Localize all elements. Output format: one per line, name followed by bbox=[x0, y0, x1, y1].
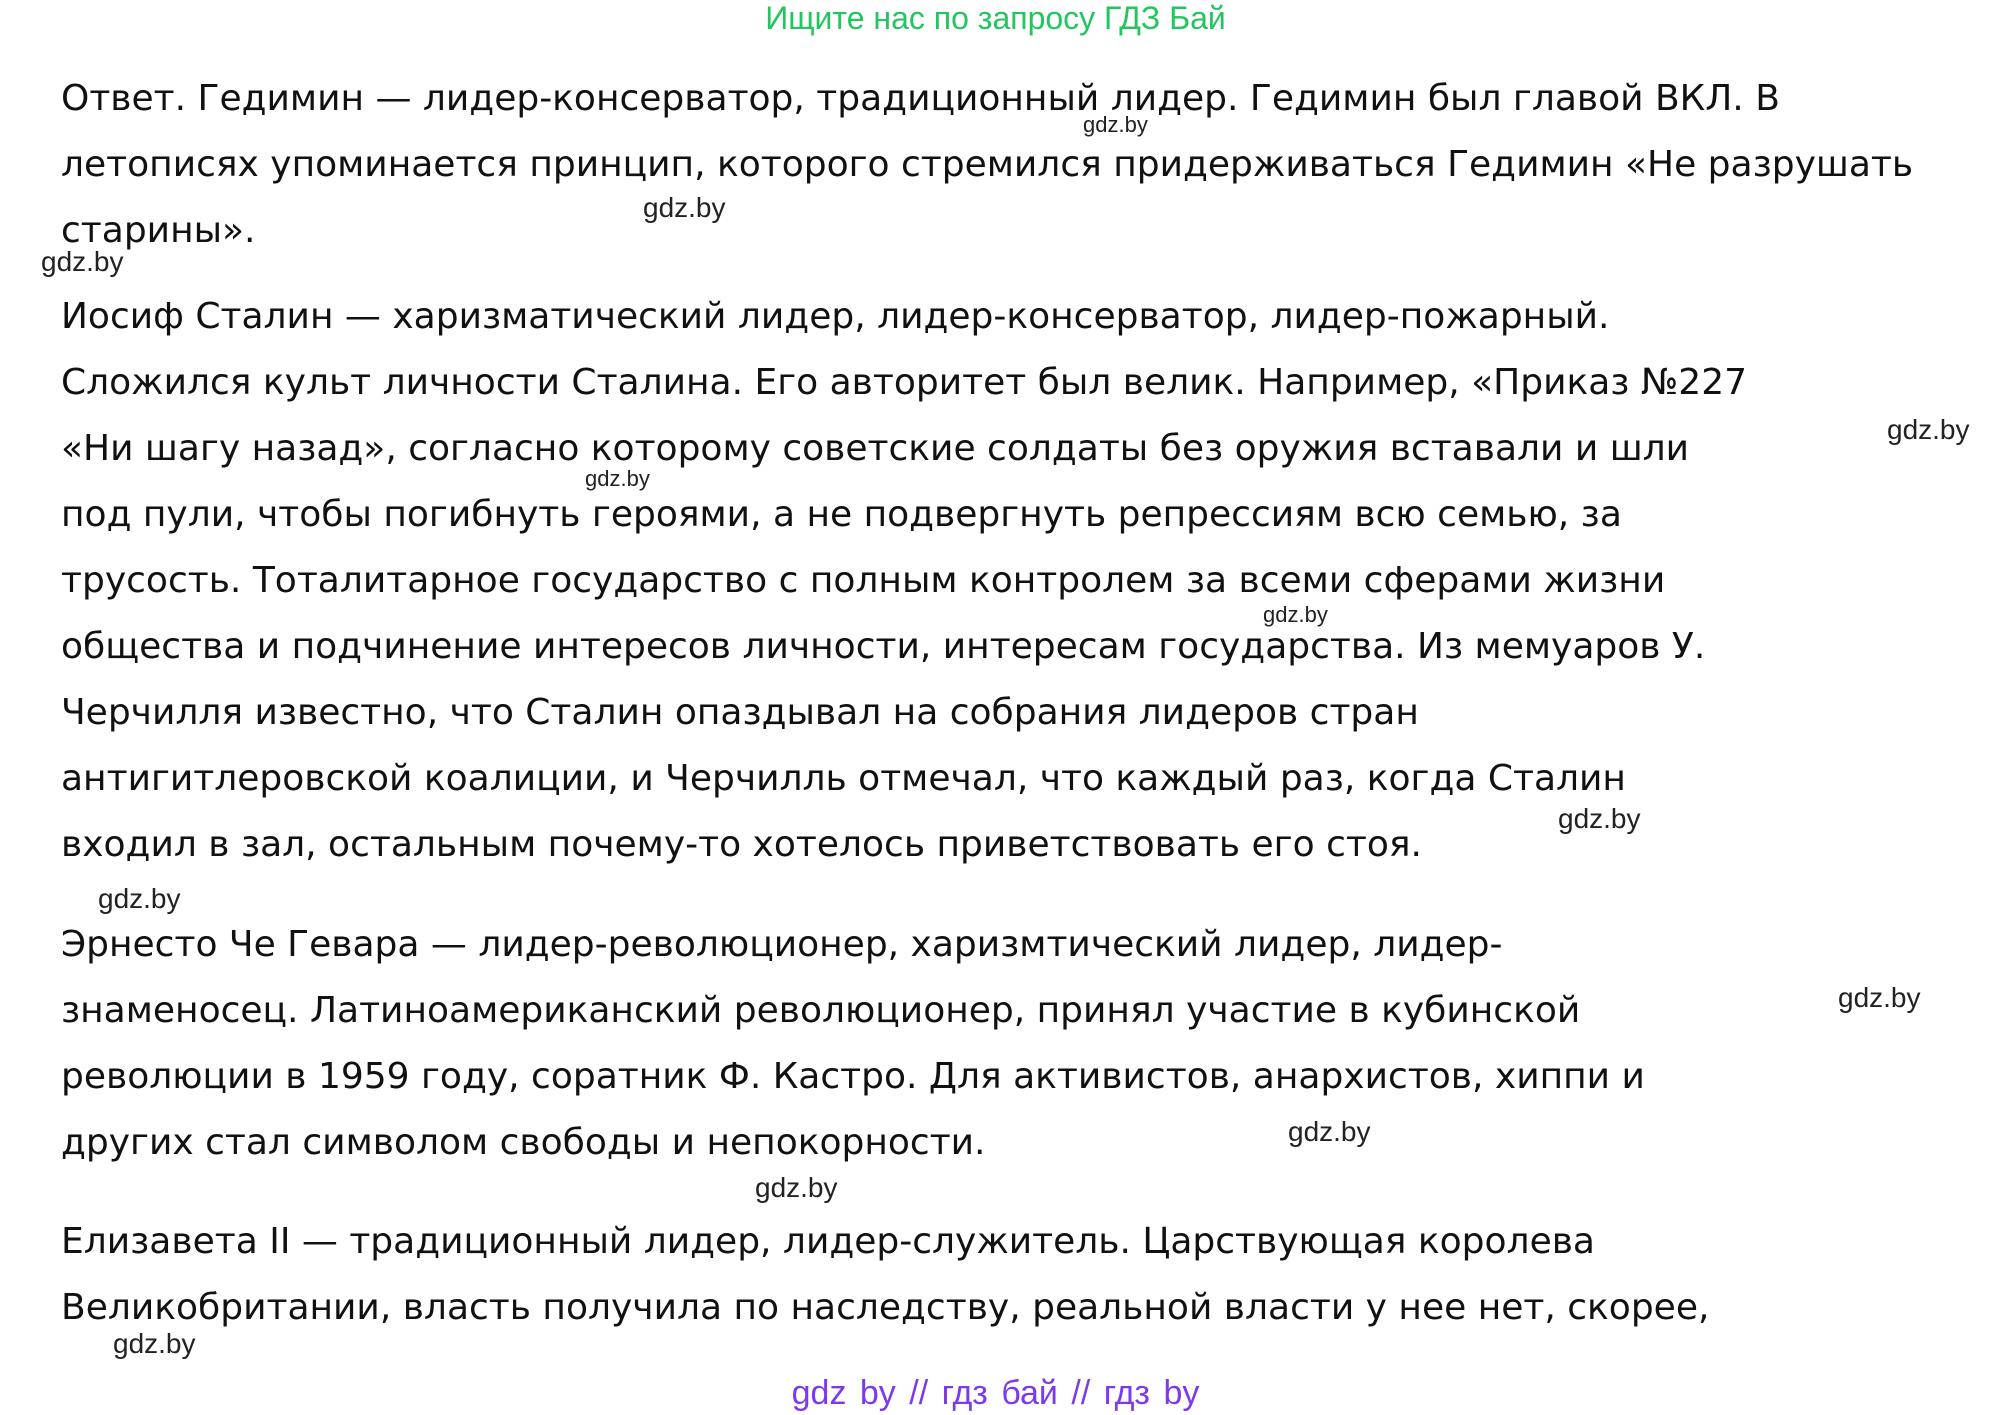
paragraph-line: Елизавета II — традиционный лидер, лидер-служитель. Царствующая королева bbox=[61, 1221, 1595, 1262]
watermark: gdz.by bbox=[41, 246, 124, 277]
paragraph-gedimin bbox=[61, 66, 1913, 264]
paragraph-line: Эрнесто Че Гевара — лидер-революционер, харизмтический лидер, лидер- bbox=[61, 924, 1503, 965]
watermark: gdz.by bbox=[585, 466, 650, 491]
paragraph-line: знаменосец. Латиноамериканский революционер, принял участие в кубинской bbox=[61, 990, 1581, 1031]
paragraph-che-guevara bbox=[61, 912, 1645, 1176]
paragraph-line: входил в зал, остальным почему-то хотелось приветствовать его стоя. bbox=[61, 824, 1422, 865]
paragraph-line: Сложился культ личности Сталина. Его авторитет был велик. Например, «Приказ №227 bbox=[61, 362, 1748, 403]
paragraph-line: летописях упоминается принцип, которого стремился придерживаться Гедимин «Не разрушать bbox=[61, 144, 1914, 185]
paragraph-line: трусость. Тоталитарное государство с полным контролем за всеми сферами жизни bbox=[61, 560, 1666, 601]
paragraph-line: «Ни шагу назад», согласно которому советские солдаты без оружия вставали и шли bbox=[61, 428, 1690, 469]
paragraph-line: Черчилля известно, что Сталин опаздывал на собрания лидеров стран bbox=[61, 692, 1419, 733]
watermark: gdz.by bbox=[1288, 1116, 1371, 1147]
paragraph-line: Иосиф Сталин — харизматический лидер, лидер-консерватор, лидер-пожарный. bbox=[61, 296, 1610, 337]
paragraph-line: под пули, чтобы погибнуть героями, а не подвергнуть репрессиям всю семью, за bbox=[61, 494, 1622, 535]
watermark: gdz.by bbox=[113, 1328, 196, 1359]
paragraph-stalin bbox=[61, 284, 1747, 878]
header-banner: Ищите нас по запросу ГДЗ Бай bbox=[765, 0, 1226, 36]
paragraph-line: революции в 1959 году, соратник Ф. Кастро. Для активистов, анархистов, хиппи и bbox=[61, 1056, 1645, 1097]
watermark: gdz.by bbox=[1558, 803, 1641, 834]
paragraph-line: других стал символом свободы и непокорности. bbox=[61, 1122, 986, 1163]
watermark: gdz.by bbox=[755, 1172, 838, 1203]
paragraph-line: Великобритании, власть получила по наследству, реальной власти у нее нет, скорее, bbox=[61, 1287, 1710, 1328]
paragraph-elizabeth bbox=[61, 1209, 1709, 1341]
watermark: gdz.by bbox=[1838, 982, 1921, 1013]
watermark: gdz.by bbox=[1887, 414, 1970, 445]
paragraph-line: антигитлеровской коалиции, и Черчилль отмечал, что каждый раз, когда Сталин bbox=[61, 758, 1626, 799]
watermark: gdz.by bbox=[1083, 112, 1148, 137]
paragraph-line: Ответ. Гедимин — лидер-консерватор, традиционный лидер. Гедимин был главой ВКЛ. В bbox=[61, 78, 1780, 119]
watermark: gdz.by bbox=[643, 192, 726, 223]
footer-watermark: gdz by // гдз бай // гдз by bbox=[791, 1374, 1200, 1412]
paragraph-line: старины». bbox=[61, 210, 256, 251]
paragraph-line: общества и подчинение интересов личности, интересам государства. Из мемуаров У. bbox=[61, 626, 1706, 667]
watermark: gdz.by bbox=[98, 883, 181, 914]
watermark: gdz.by bbox=[1263, 602, 1328, 627]
